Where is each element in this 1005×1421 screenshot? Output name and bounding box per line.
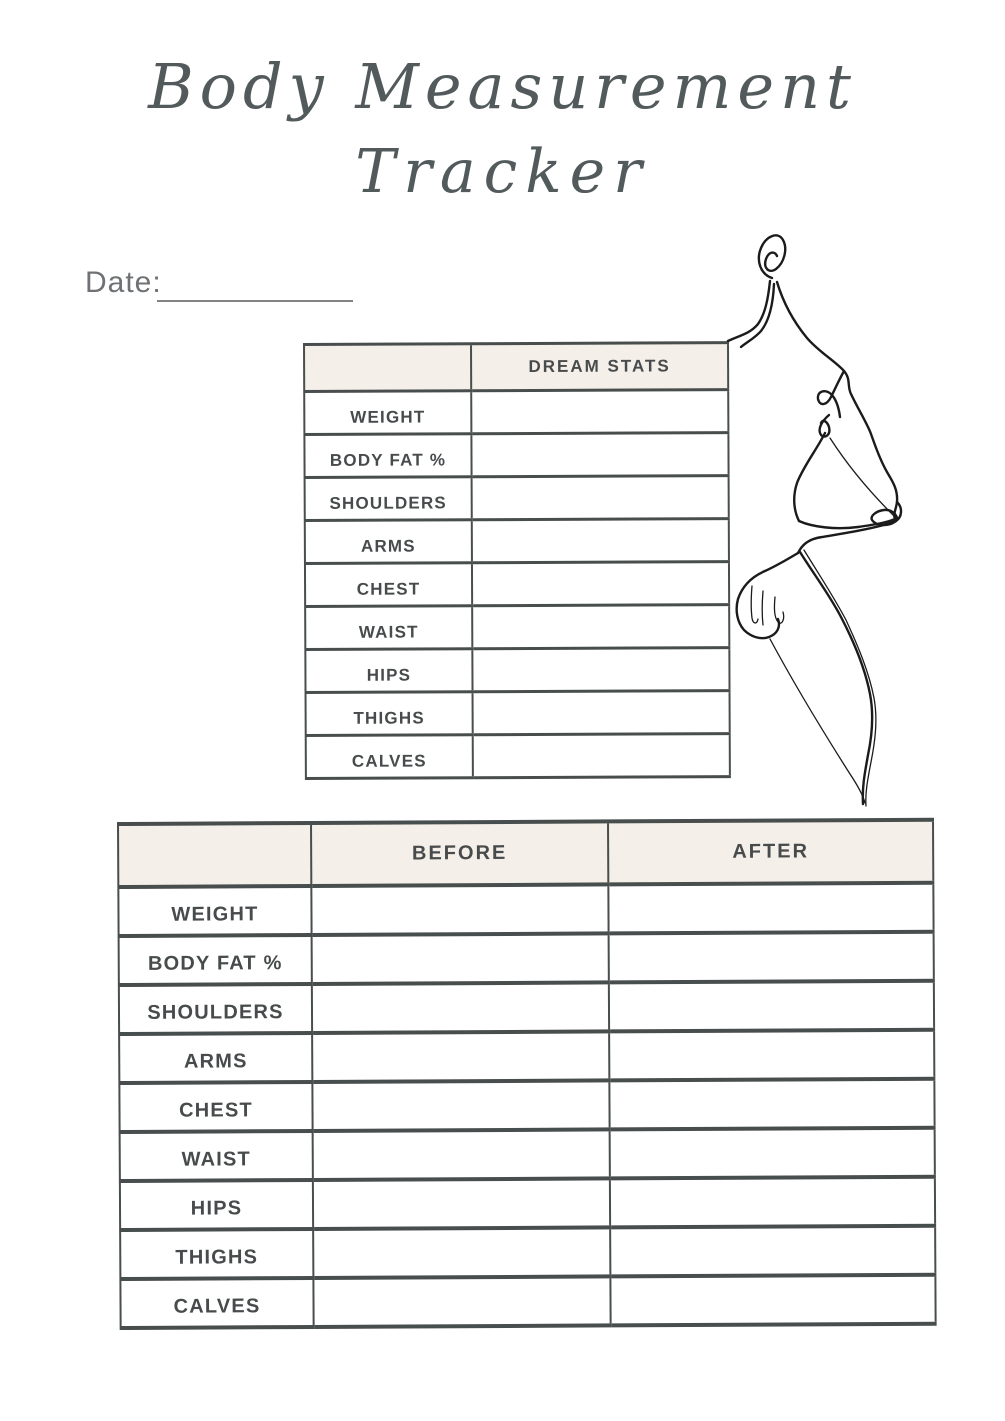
page-title-line2: Tracker	[355, 137, 650, 207]
date-input-line[interactable]	[157, 300, 353, 302]
after-value-hips[interactable]	[610, 1177, 935, 1228]
dream-table-corner-cell	[304, 344, 471, 392]
row-label-shoulders: SHOULDERS	[305, 477, 472, 521]
row-label-chest: CHEST	[305, 563, 472, 607]
after-value-waist[interactable]	[610, 1128, 935, 1179]
after-header: AFTER	[608, 820, 933, 885]
before-value-arms[interactable]	[312, 1031, 609, 1082]
before-value-bodyfat[interactable]	[312, 933, 609, 984]
cmp-row-label-thighs: THIGHS	[120, 1229, 313, 1279]
cmp-row-label-shoulders: SHOULDERS	[119, 984, 312, 1034]
dream-value-bodyfat[interactable]	[471, 433, 728, 477]
dream-value-hips[interactable]	[472, 648, 729, 692]
dream-value-arms[interactable]	[472, 519, 729, 563]
page-title-line1: Body Measurement	[148, 50, 857, 123]
dream-value-waist[interactable]	[472, 605, 729, 649]
before-value-thighs[interactable]	[313, 1227, 610, 1278]
cmp-row-label-weight: WEIGHT	[118, 886, 311, 936]
before-value-waist[interactable]	[313, 1129, 610, 1180]
before-value-shoulders[interactable]	[312, 982, 609, 1033]
row-label-bodyfat: BODY FAT %	[304, 434, 471, 478]
page-title	[0, 50, 1005, 207]
row-label-calves: CALVES	[306, 735, 473, 779]
after-value-weight[interactable]	[608, 883, 933, 934]
after-value-thighs[interactable]	[610, 1226, 935, 1277]
dream-value-thighs[interactable]	[473, 691, 730, 735]
after-value-chest[interactable]	[609, 1079, 934, 1130]
after-value-shoulders[interactable]	[609, 981, 934, 1032]
dream-stats-table	[303, 341, 731, 780]
before-value-weight[interactable]	[311, 884, 608, 935]
after-value-calves[interactable]	[610, 1275, 935, 1326]
before-after-table	[117, 818, 937, 1330]
cmp-row-label-calves: CALVES	[120, 1278, 313, 1328]
row-label-weight: WEIGHT	[304, 391, 471, 435]
dream-value-chest[interactable]	[472, 562, 729, 606]
after-value-bodyfat[interactable]	[609, 932, 934, 983]
dream-value-shoulders[interactable]	[472, 476, 729, 520]
row-label-thighs: THIGHS	[306, 692, 473, 736]
cmp-row-label-hips: HIPS	[120, 1180, 313, 1230]
date-label: Date:	[85, 266, 162, 299]
dream-stats-header: DREAM STATS	[471, 343, 728, 391]
cmp-row-label-chest: CHEST	[119, 1082, 312, 1132]
before-value-calves[interactable]	[313, 1276, 610, 1327]
cmp-row-label-waist: WAIST	[120, 1131, 313, 1181]
dream-value-calves[interactable]	[473, 734, 730, 778]
compare-table-corner-cell	[118, 823, 311, 887]
after-value-arms[interactable]	[609, 1030, 934, 1081]
row-label-hips: HIPS	[305, 649, 472, 693]
cmp-row-label-bodyfat: BODY FAT %	[119, 935, 312, 985]
before-value-chest[interactable]	[312, 1080, 609, 1131]
row-label-waist: WAIST	[305, 606, 472, 650]
dream-value-weight[interactable]	[471, 390, 728, 434]
row-label-arms: ARMS	[305, 520, 472, 564]
before-value-hips[interactable]	[313, 1178, 610, 1229]
woman-line-art-illustration	[700, 218, 1005, 818]
before-header: BEFORE	[311, 821, 608, 886]
cmp-row-label-arms: ARMS	[119, 1033, 312, 1083]
